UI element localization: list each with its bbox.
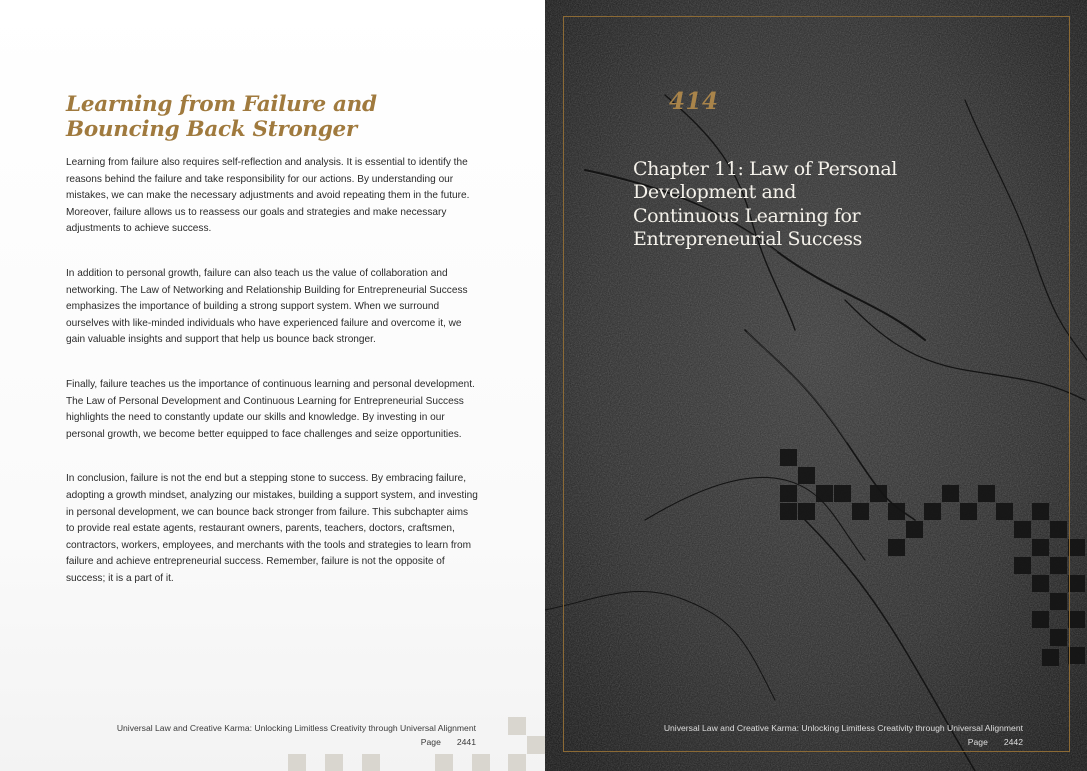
paragraph: In addition to personal growth, failure can also teach us the value of collaboration and networking. The Law of Networking and Relationship Building for Entrepreneurial Success emphasizes the importance of building a strong support system. When we surround ourselves with like-minded individuals who have experienced failure and overcome it, we gain valuable insights and support that help us bounce back stronger. (66, 267, 468, 346)
body-text (66, 155, 478, 615)
page-label: Page (420, 737, 441, 747)
chapter-title-line-1: Chapter 11: Law of Personal (633, 158, 897, 180)
section-title-line-1: Learning from Failure and (66, 92, 377, 117)
chapter-title-line-4: Entrepreneurial Success (633, 227, 862, 250)
section-title (66, 92, 486, 142)
page-footer (664, 722, 1023, 749)
page-number: 2442 (1003, 737, 1023, 747)
paragraph: Learning from failure also requires self-reflection and analysis. It is essential to identify the reasons behind the failure and take responsibility for our actions. By understanding our mistakes, we can make the necessary adjustments and avoid repeating them in the future. Moreover, failure allows us to reassess our goals and strategies and make necessary adjustments to achieve success. (66, 157, 470, 235)
page-number-line (664, 736, 1023, 749)
page-number-line (117, 736, 476, 749)
page-footer (117, 722, 476, 749)
page-number: 2441 (456, 737, 476, 747)
chapter-number: 414 (669, 88, 719, 115)
footer-book-title: Universal Law and Creative Karma: Unlocking Limitless Creativity through Universal Alignment (116, 723, 476, 733)
paragraph: Finally, failure teaches us the importance of continuous learning and personal development. The Law of Personal Development and Continuous Learning for Entrepreneurial Success highlights the need to constantly update our skills and knowledge. By investing in our personal growth, we become better equipped to face challenges and seize opportunities. (66, 378, 475, 440)
section-title-line-2: Bouncing Back Stronger (66, 117, 357, 142)
page-label: Page (967, 737, 988, 747)
right-page (545, 0, 1087, 771)
paragraph: In conclusion, failure is not the end but a stepping stone to success. By embracing failure, adopting a growth mindset, analyzing our mistakes, building a support system, and investing in personal development, we can bounce back stronger from failure. This subchapter aims to provide real estate agents, restaurant owners, parents, teachers, doctors, craftsmen, contractors, workers, employees, and merchants with the tools and strategies to learn from failure and achieve entrepreneurial success. Remember, failure is not the opposite of success; it is a part of it. (66, 473, 478, 584)
footer-book-title: Universal Law and Creative Karma: Unlocking Limitless Creativity through Universal Alignment (663, 723, 1023, 733)
chapter-title-line-2: Development and (633, 181, 797, 204)
chapter-title-line-3: Continuous Learning for (633, 204, 861, 227)
gold-frame-border (563, 16, 1070, 752)
chapter-title (633, 158, 933, 251)
